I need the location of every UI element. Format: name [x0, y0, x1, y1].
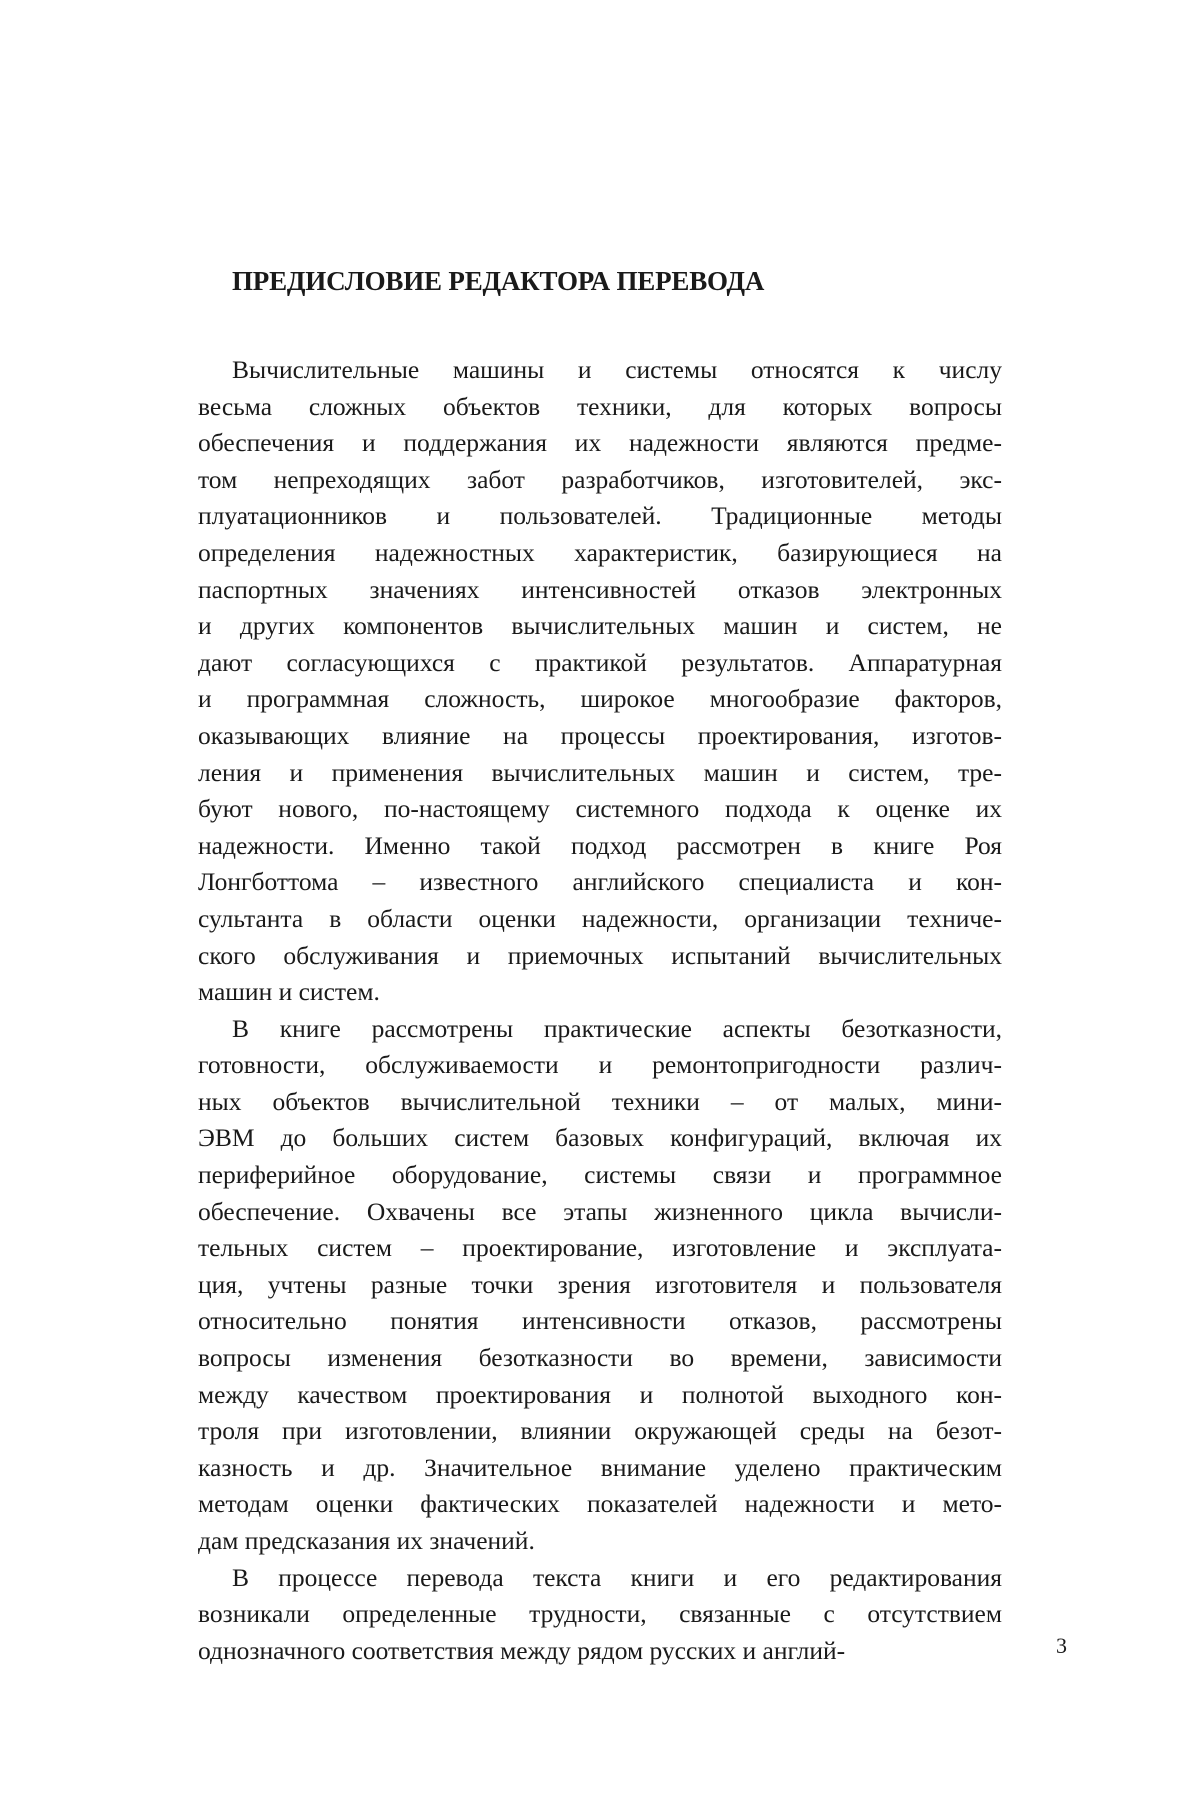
text-line: между качеством проектирования и полнотой выходного кон- [198, 1379, 1002, 1409]
text-line: казность и др. Значительное внимание уделено практическим [198, 1452, 1002, 1482]
text-line: оказывающих влияние на процессы проектирования, изготов- [198, 720, 1002, 750]
paragraph [198, 1011, 1002, 1560]
text-line: вопросы изменения безотказности во времени, зависимости [198, 1343, 1002, 1373]
text-line: весьма сложных объектов техники, для которых вопросы [198, 391, 1002, 421]
paragraph [198, 1560, 1002, 1670]
text-line: однозначного соответствия между рядом русских и англий- [198, 1635, 846, 1665]
text-line: готовности, обслуживаемости и ремонтопригодности различ- [198, 1050, 1002, 1080]
text-line: тельных систем – проектирование, изготовление и эксплуата- [198, 1233, 1002, 1263]
text-line: дают согласующихся с практикой результатов. Аппаратурная [198, 647, 1002, 677]
text-line: ского обслуживания и приемочных испытаний вычислительных [198, 940, 1002, 970]
text-line: буют нового, по-настоящему системного подхода к оценке их [198, 794, 1002, 824]
body-text [198, 352, 1002, 1669]
text-line: паспортных значениях интенсивностей отказов электронных [198, 574, 1002, 604]
text-line: возникали определенные трудности, связанные с отсутствием [198, 1599, 1002, 1629]
text-line: периферийное оборудование, системы связи и программное [198, 1160, 1002, 1190]
page-number: 3 [1056, 1633, 1067, 1658]
text-line: В книге рассмотрены практические аспекты безотказности, [232, 1013, 1002, 1043]
text-line: методам оценки фактических показателей надежности и мето- [198, 1489, 1002, 1519]
text-line: дам предсказания их значений. [198, 1526, 535, 1555]
text-line: ных объектов вычислительной техники – от малых, мини- [198, 1086, 1002, 1116]
text-line: надежности. Именно такой подход рассмотрен в книге Роя [198, 830, 1002, 860]
text-line: троля при изготовлении, влиянии окружающей среды на безот- [198, 1416, 1002, 1446]
text-line: и программная сложность, широкое многообразие факторов, [198, 684, 1002, 714]
text-line: сультанта в области оценки надежности, организации техниче- [198, 903, 1002, 933]
text-line: и других компонентов вычислительных машин и систем, не [198, 611, 1002, 641]
text-line: обеспечение. Охвачены все этапы жизненного цикла вычисли- [198, 1196, 1002, 1226]
section-heading: ПРЕДИСЛОВИЕ РЕДАКТОРА ПЕРЕВОДА [232, 266, 765, 296]
text-line: обеспечения и поддержания их надежности являются предме- [198, 428, 1002, 458]
text-line: машин и систем. [198, 977, 380, 1007]
text-line: плуатационников и пользователей. Традиционные методы [198, 501, 1002, 531]
text-line: относительно понятия интенсивности отказов, рассмотрены [198, 1306, 1002, 1336]
text-line: Лонгботтома – известного английского специалиста и кон- [198, 867, 1002, 897]
text-line: ЭВМ до больших систем базовых конфигураций, включая их [198, 1123, 1002, 1153]
text-line: том непреходящих забот разработчиков, изготовителей, экс- [198, 464, 1002, 494]
text-line: В процессе перевода текста книги и его редактирования [232, 1562, 1002, 1592]
text-line: ления и применения вычислительных машин и систем, тре- [198, 757, 1002, 787]
text-line: определения надежностных характеристик, базирующиеся на [198, 537, 1002, 567]
text-line: ция, учтены разные точки зрения изготовителя и пользователя [198, 1269, 1002, 1299]
paragraph [198, 352, 1002, 1011]
text-line: Вычислительные машины и системы относятся к числу [232, 355, 1002, 384]
